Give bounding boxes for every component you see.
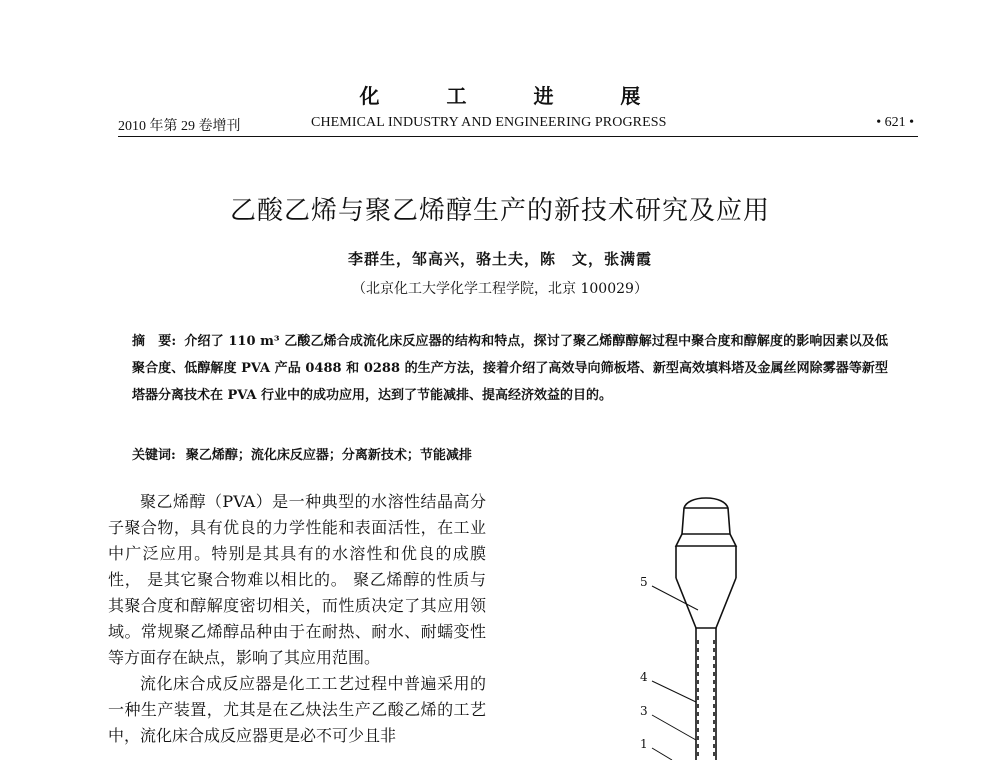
abstract-text: 介绍了 110 m³ 乙酸乙烯合成流化床反应器的结构和特点，探讨了聚乙烯醇醇解过程中聚合度和醇解度的影响因素以及低聚合度、低醇解度 PVA 产品 0488 和 0288 的生产方法，接着介绍了高效导向筛板塔、新型高效填料塔及金属丝网除雾器等新型塔器分离技术在 PVA 行业中的成功应用，达到了节能减排、提高经济效益的目的。 — [132, 334, 888, 403]
leader-line-5 — [652, 586, 698, 610]
reactor-figure — [626, 490, 786, 760]
leader-line-4 — [652, 681, 696, 702]
figure-label-5: 5 — [640, 575, 648, 589]
reactor-diagram — [626, 490, 786, 760]
affiliation: （北京化工大学化学工程学院，北京 100029） — [352, 281, 648, 297]
abstract — [132, 328, 888, 409]
keywords-text: 聚乙烯醇；流化床反应器；分离新技术；节能减排 — [185, 448, 472, 463]
body-paragraph: 流化床合成反应器是化工工艺过程中普遍采用的一种生产装置，尤其是在乙炔法生产乙酸乙烯的工艺中，流化床合成反应器更是必不可少且非 — [108, 674, 486, 745]
paper-title: 乙酸乙烯与聚乙烯醇生产的新技术研究及应用 — [229, 196, 770, 226]
leader-line-3 — [652, 715, 696, 740]
reactor-shoulder — [676, 534, 736, 546]
header-rule — [118, 136, 918, 137]
author-list: 李群生，邹高兴，骆土夫，陈 文，张满霞 — [347, 250, 652, 268]
body-paragraph: 聚乙烯醇（PVA）是一种典型的水溶性结晶高分子聚合物，具有优良的力学性能和表面活性，在工业中广泛应用。特别是其具有的水溶性和优良的成膜性， 是其它聚合物难以相比的。 聚乙烯醇的性质与其聚合度和醇解度密切相关，而性质决定了其应用领域。常规聚乙烯醇品种由于在耐热、耐水、耐蠕变性等方面存在缺点，影响了其应用范围。 — [108, 492, 486, 667]
reactor-dome — [682, 498, 730, 534]
abstract-label: 摘 要: — [132, 334, 177, 349]
journal-title: 化 工 进 展 — [359, 84, 671, 108]
leader-line-1 — [652, 748, 672, 760]
figure-label-1: 1 — [640, 737, 648, 751]
figure-label-3: 3 — [640, 704, 648, 718]
keywords — [132, 444, 888, 463]
journal-english-name: CHEMICAL INDUSTRY AND ENGINEERING PROGRESS — [311, 115, 667, 130]
running-header — [118, 115, 918, 137]
figure-label-4: 4 — [640, 670, 648, 684]
page-number: • 621 • — [876, 115, 914, 130]
body-text-column — [108, 489, 486, 749]
keywords-label: 关键词: — [132, 448, 176, 463]
issue-info: 2010 年第 29 卷增刊 — [118, 119, 241, 134]
